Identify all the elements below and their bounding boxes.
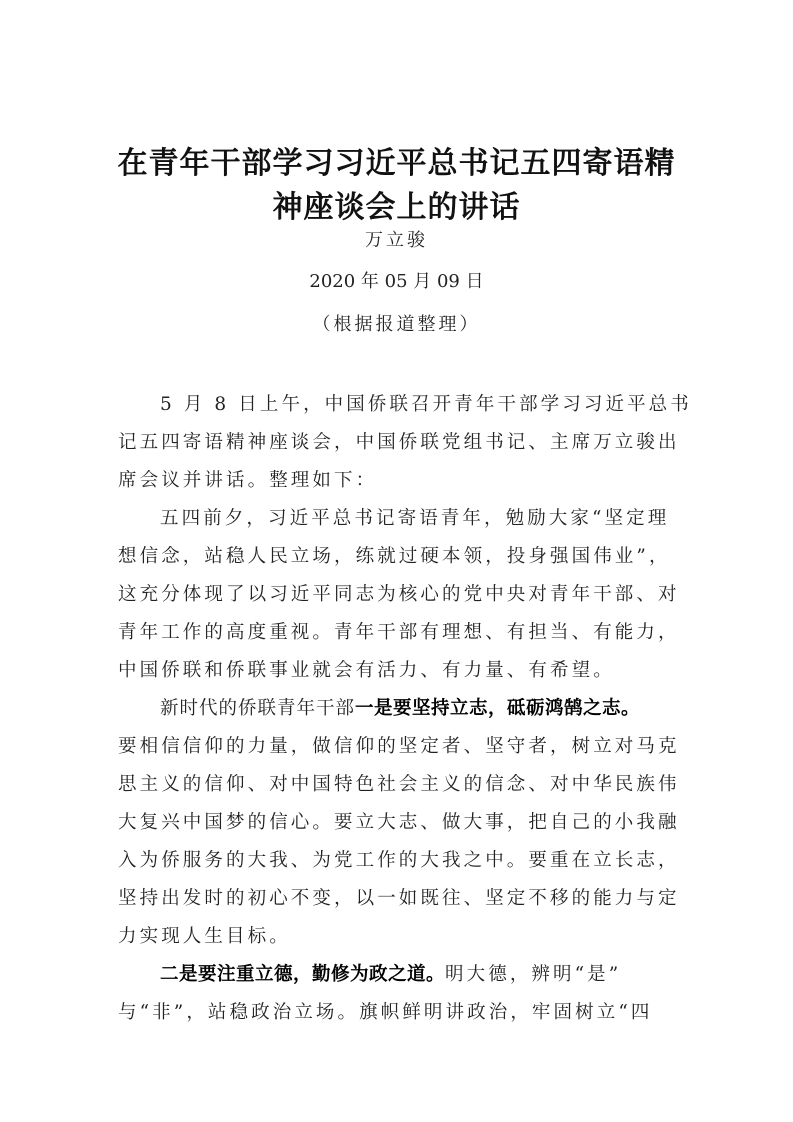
paragraph-1-line: 记五四寄语精神座谈会，中国侨联党组书记、主席万立骏出	[118, 432, 680, 453]
paragraph-2-line: 这充分体现了以习近平同志为核心的党中央对青年干部、对	[118, 584, 680, 605]
paragraph-3-line: 思主义的信仰、对中国特色社会主义的信念、对中华民族伟	[118, 774, 680, 795]
paragraph-3-line: 力实现人生目标。	[118, 926, 291, 947]
paragraph-4-first-line	[160, 960, 621, 986]
paragraph-4-tail: 明大德，辨明“是”	[445, 964, 622, 985]
paragraph-3-line: 坚持出发时的初心不变，以一如既往、坚定不移的能力与定	[118, 888, 680, 909]
document-title-line-2: 神座谈会上的讲话	[272, 190, 521, 225]
paragraph-3-line: 要相信信仰的力量，做信仰的坚定者、坚守者，树立对马克	[118, 736, 680, 757]
paragraph-2-line: 五四前夕，习近平总书记寄语青年，勉励大家“坚定理	[160, 508, 670, 529]
paragraph-2-line: 中国侨联和侨联事业就会有活力、有力量、有希望。	[118, 660, 615, 681]
paragraph-3-heading: 一是要坚持立志，砥砺鸿鹄之志。	[355, 698, 641, 719]
paragraph-1-line: 席会议并讲话。整理如下：	[118, 470, 378, 491]
paragraph-3-line: 入为侨服务的大我、为党工作的大我之中。要重在立长志，	[118, 850, 680, 871]
paragraph-3-line: 大复兴中国梦的信心。要立大志、做大事，把自己的小我融	[118, 812, 680, 833]
paragraph-4-line: 与“非”，站稳政治立场。旗帜鲜明讲政治，牢固树立“四	[118, 1002, 653, 1023]
paragraph-2-line: 想信念，站稳人民立场，练就过硬本领，投身强国伟业”，	[118, 546, 671, 567]
author: 万立骏	[365, 230, 428, 251]
paragraph-3-first-line	[160, 694, 640, 720]
source-note: （根据报道整理）	[312, 314, 481, 335]
paragraph-1-line: 5 月 8 日上午，中国侨联召开青年干部学习习近平总书	[160, 394, 692, 415]
paragraph-4-heading: 二是要注重立德，勤修为政之道。	[160, 964, 446, 985]
paragraph-2-line: 青年工作的高度重视。青年干部有理想、有担当、有能力，	[118, 622, 680, 643]
paragraph-3-lead: 新时代的侨联青年干部	[160, 698, 356, 719]
date: 2020 年 05 月 09 日	[309, 271, 484, 292]
document-title-line-1: 在青年干部学习习近平总书记五四寄语精	[117, 146, 676, 181]
